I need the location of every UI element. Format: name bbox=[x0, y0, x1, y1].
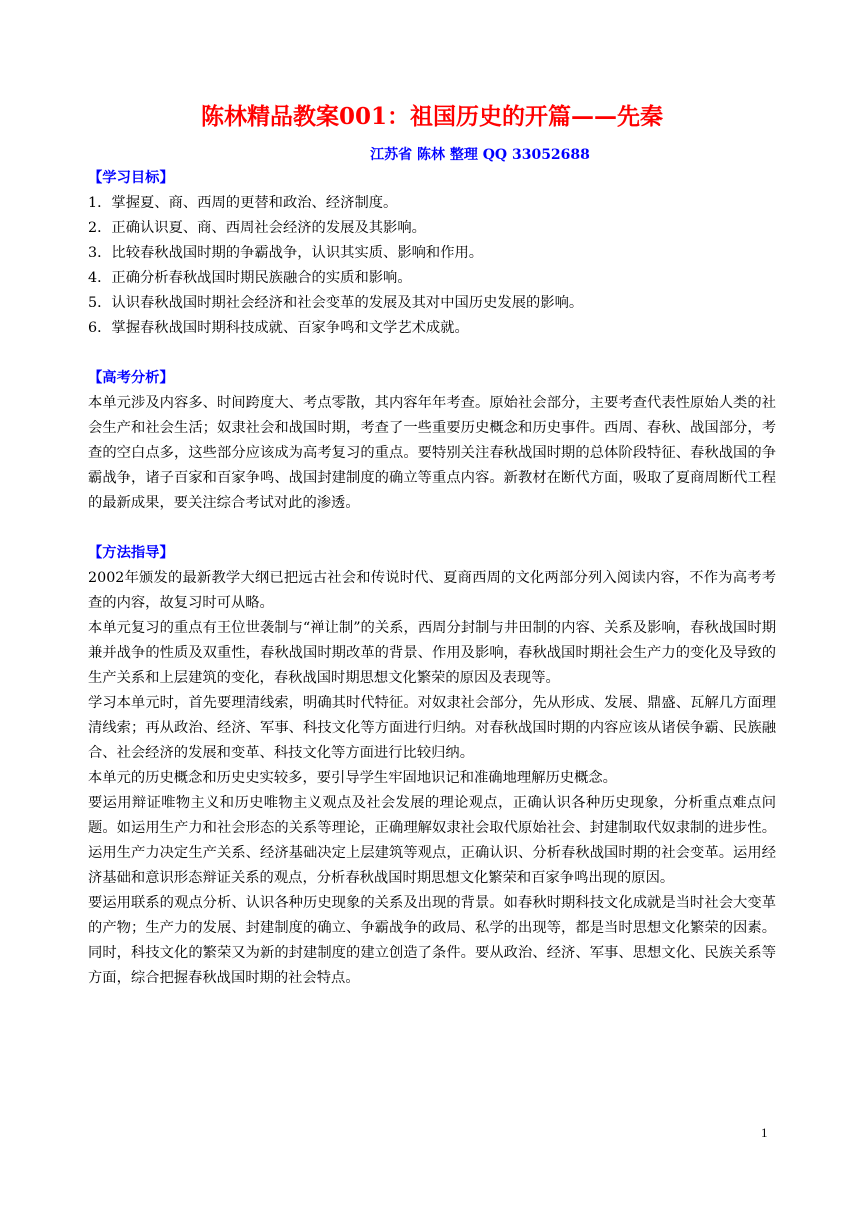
objective-item: 6．掌握春秋战国时期科技成就、百家争鸣和文学艺术成就。 bbox=[88, 320, 469, 336]
objectives-section bbox=[88, 166, 776, 341]
objectives-heading: 【学习目标】 bbox=[88, 170, 174, 186]
method-paragraph: 要运用辩证唯物主义和历史唯物主义观点及社会发展的理论观点，正确认识各种历史现象，分析重点难点问题。如运用生产力和社会形态的关系等理论，正确理解奴隶社会取代原始社会、封建制取代奴隶制的进步性。运用生产力决定生产关系、经济基础决定上层建筑等观点，正确认识、分析春秋战国时期的社会变革。运用经济基础和意识形态辩证关系的观点，分析春秋战国时期思想文化繁荣和百家争鸣出现的原因。 bbox=[88, 795, 776, 886]
method-section bbox=[88, 541, 776, 991]
method-paragraph: 学习本单元时，首先要理清线索，明确其时代特征。对奴隶社会部分，先从形成、发展、鼎盛、瓦解几方面理清线索；再从政治、经济、军事、科技文化等方面进行归纳。对春秋战国时期的内容应该从诸侯争霸、民族融合、社会经济的发展和变革、科技文化等方面进行比较归纳。 bbox=[88, 695, 776, 761]
objective-item: 4．正确分析春秋战国时期民族融合的实质和影响。 bbox=[88, 270, 412, 286]
objective-item: 2．正确认识夏、商、西周社会经济的发展及其影响。 bbox=[88, 220, 426, 236]
method-paragraph: 要运用联系的观点分析、认识各种历史现象的关系及出现的背景。如春秋时期科技文化成就是当时社会大变革的产物；生产力的发展、封建制度的确立、争霸战争的政局、私学的出现等，都是当时思想文化繁荣的因素。同时，科技文化的繁荣又为新的封建制度的建立创造了条件。要从政治、经济、军事、思想文化、民族关系等方面，综合把握春秋战国时期的社会特点。 bbox=[88, 895, 776, 986]
section-spacer bbox=[88, 341, 776, 366]
method-paragraph: 2002年颁发的最新教学大纲已把远古社会和传说时代、夏商西周的文化两部分列入阅读内容，不作为高考考查的内容，故复习时可从略。 bbox=[88, 570, 776, 611]
document-title: 陈林精品教案001：祖国历史的开篇——先秦 bbox=[200, 103, 663, 130]
objective-item: 1．掌握夏、商、西周的更替和政治、经济制度。 bbox=[88, 195, 398, 211]
analysis-section bbox=[88, 366, 776, 516]
author-line: 江苏省 陈林 整理 QQ 33052688 bbox=[370, 147, 590, 163]
analysis-heading: 【高考分析】 bbox=[88, 370, 174, 386]
method-heading: 【方法指导】 bbox=[88, 545, 174, 561]
method-paragraph: 本单元的历史概念和历史史实较多，要引导学生牢固地识记和准确地理解历史概念。 bbox=[88, 770, 617, 786]
document-body bbox=[88, 166, 776, 991]
objective-item: 5．认识春秋战国时期社会经济和社会变革的发展及其对中国历史发展的影响。 bbox=[88, 295, 584, 311]
analysis-paragraph: 本单元涉及内容多、时间跨度大、考点零散，其内容年年考查。原始社会部分，主要考查代表性原始人类的社会生产和社会生活；奴隶社会和战国时期，考查了一些重要历史概念和历史事件。西周、春秋、战国部分，考查的空白点多，这些部分应该成为高考复习的重点。要特别关注春秋战国时期的总体阶段特征、春秋战国的争霸战争，诸子百家和百家争鸣、战国封建制度的确立等重点内容。新教材在断代方面，吸取了夏商周断代工程的最新成果，要关注综合考试对此的渗透。 bbox=[88, 395, 776, 511]
objective-item: 3．比较春秋战国时期的争霸战争，认识其实质、影响和作用。 bbox=[88, 245, 484, 261]
section-spacer bbox=[88, 516, 776, 541]
page-number: 1 bbox=[761, 1125, 768, 1140]
document-page bbox=[88, 0, 776, 1222]
method-paragraph: 本单元复习的重点有王位世袭制与“禅让制”的关系，西周分封制与井田制的内容、关系及影响，春秋战国时期兼并战争的性质及双重性，春秋战国时期改革的背景、作用及影响，春秋战国时期社会生产力的变化及导致的生产关系和上层建筑的变化，春秋战国时期思想文化繁荣的原因及表现等。 bbox=[88, 620, 776, 686]
